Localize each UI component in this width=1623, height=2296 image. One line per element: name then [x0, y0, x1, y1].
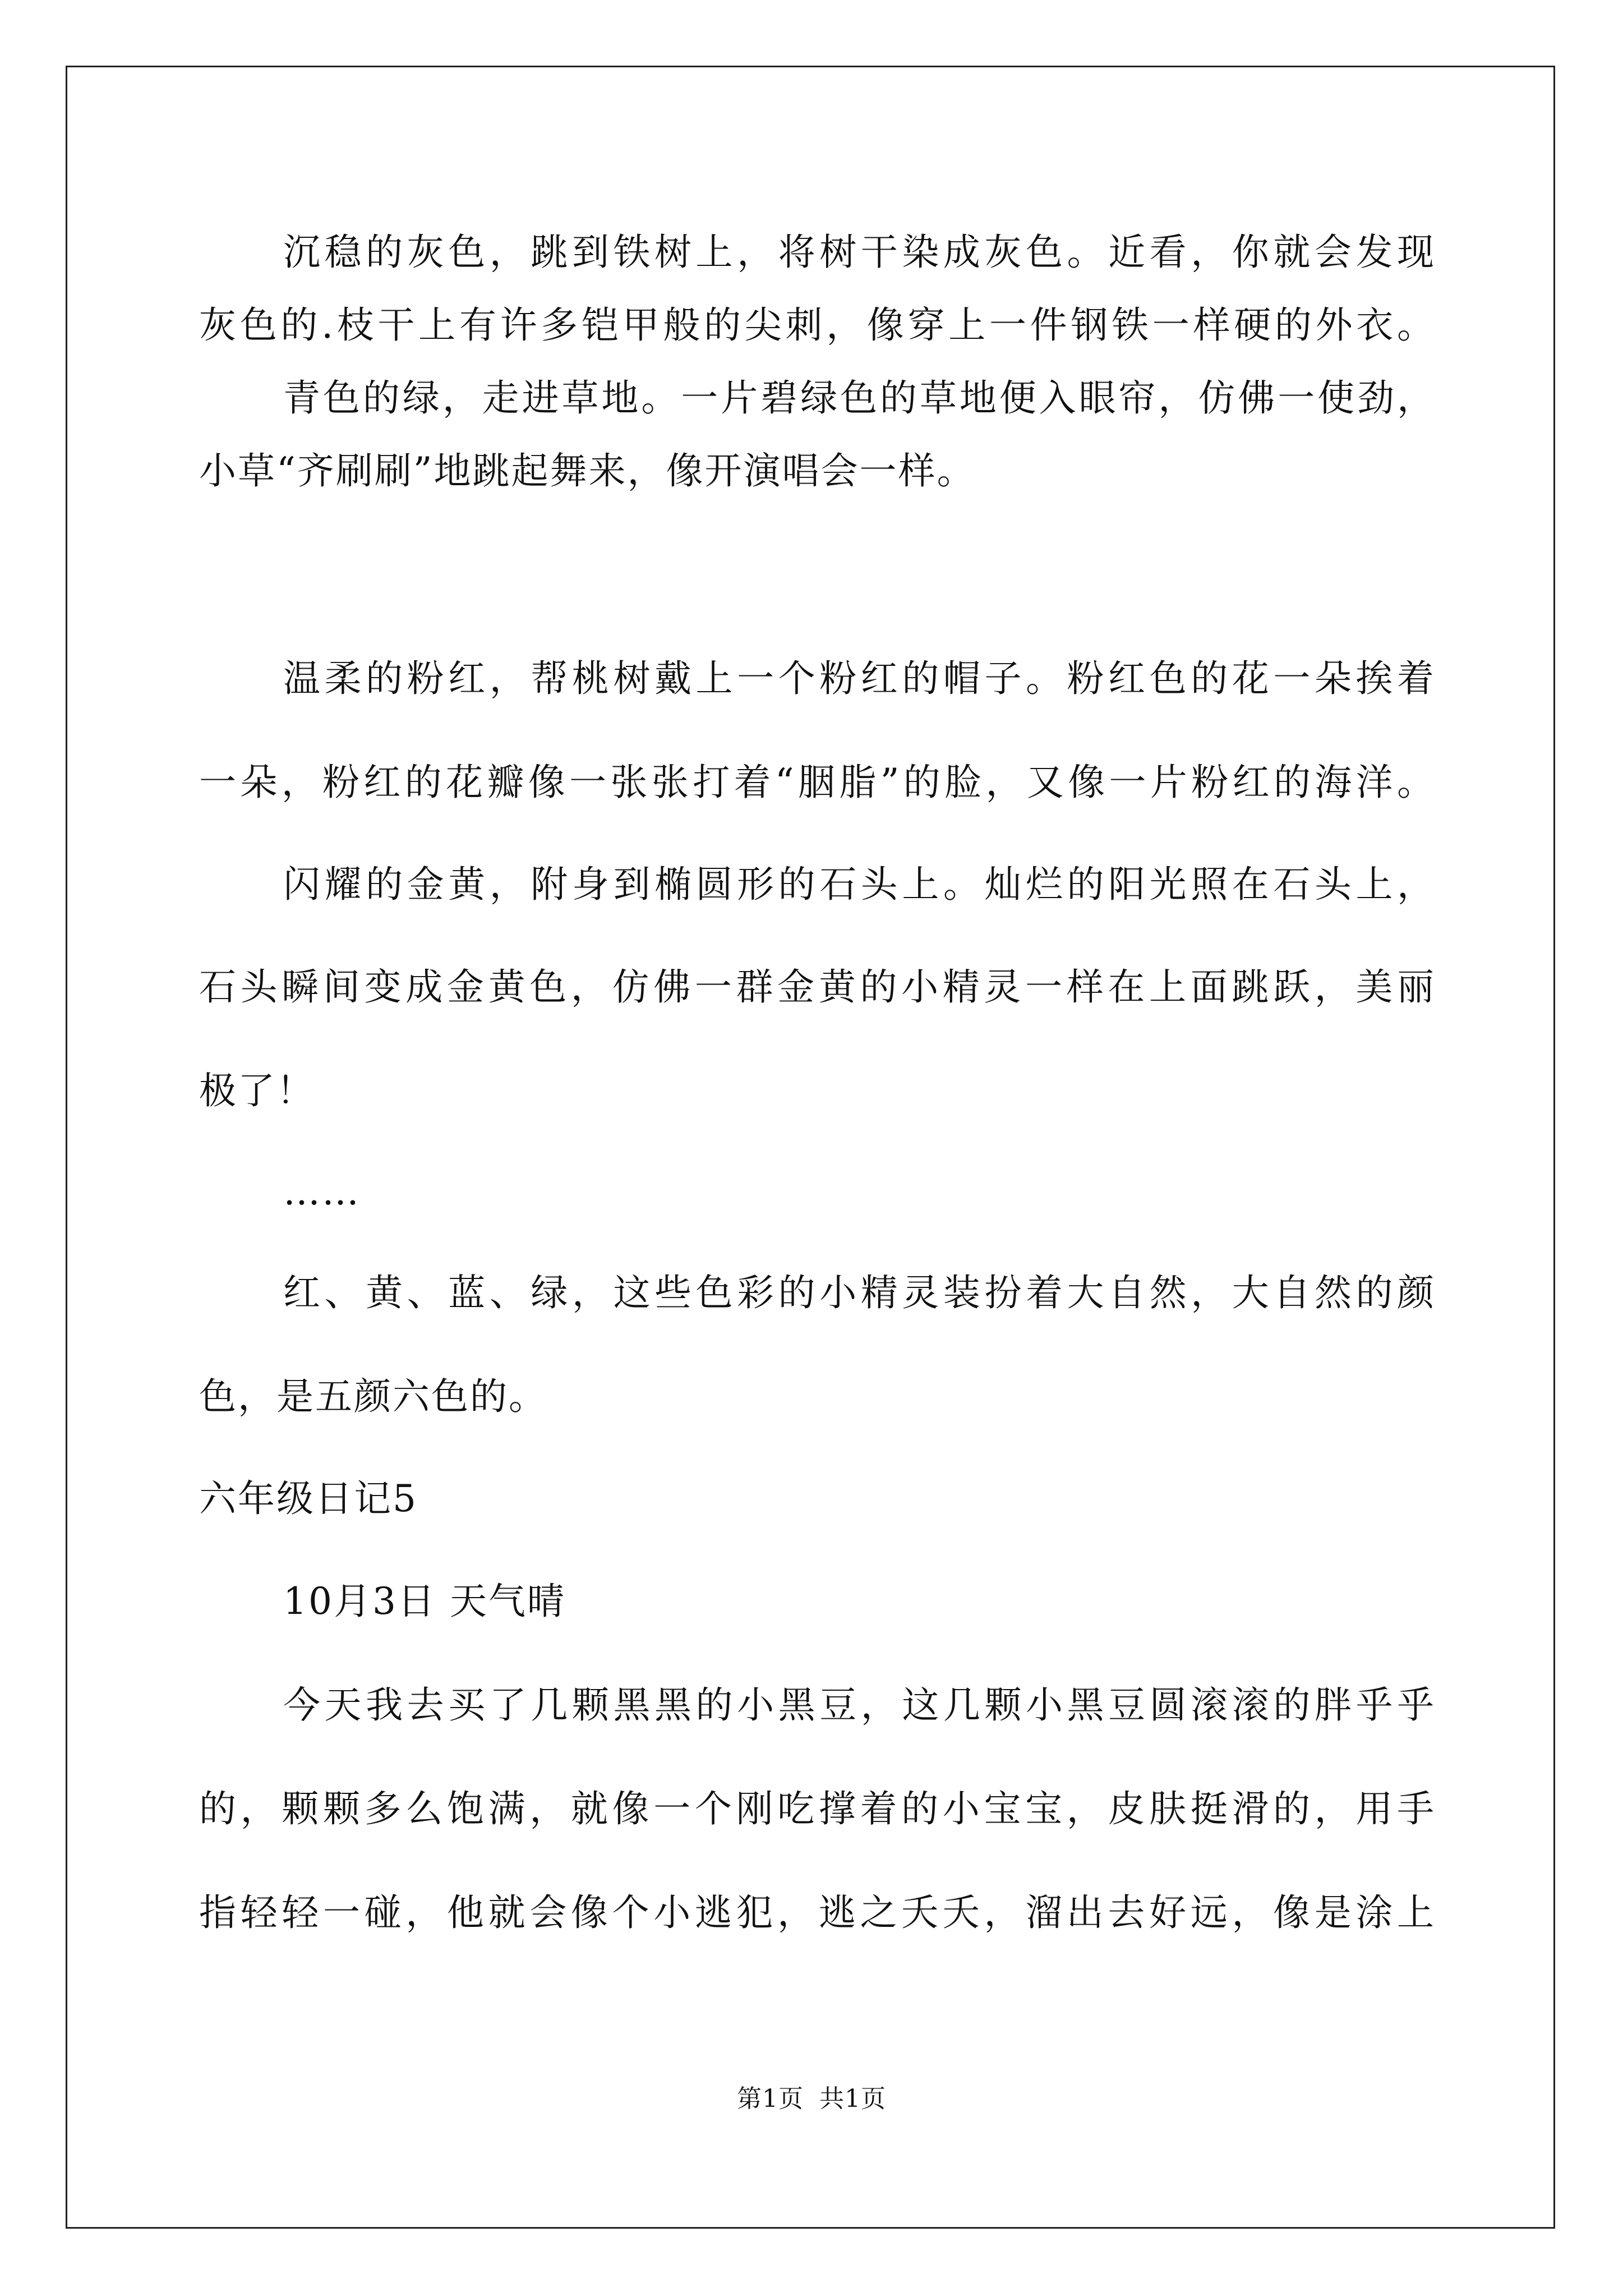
- text-line: 色，是五颜六色的。: [199, 1375, 547, 1418]
- text-line: 极了！: [199, 1069, 315, 1112]
- text-line: 闪耀的金黄，附身到椭圆形的石头上。灿烂的阳光照在石头上，: [283, 863, 1436, 906]
- text-line: 今天我去买了几颗黑黑的小黑豆，这几颗小黑豆圆滚滚的胖乎乎: [283, 1683, 1436, 1727]
- text-line: 青色的绿，走进草地。一片碧绿色的草地便入眼帘，仿佛一使劲，: [283, 376, 1436, 420]
- text-line: 灰色的.枝干上有许多铠甲般的尖刺，像穿上一件钢铁一样硬的外衣。: [199, 303, 1436, 347]
- text-line: 的，颗颗多么饱满，就像一个刚吃撑着的小宝宝，皮肤挺滑的，用手: [199, 1787, 1436, 1830]
- text-line: 石头瞬间变成金黄色，仿佛一群金黄的小精灵一样在上面跳跃，美丽: [199, 965, 1436, 1009]
- section-heading: 六年级日记5: [199, 1477, 418, 1520]
- text-line: 一朵，粉红的花瓣像一张张打着“胭脂”的脸，又像一片粉红的海洋。: [199, 761, 1436, 804]
- text-line: 指轻轻一碰，他就会像个小逃犯，逃之夭夭，溜出去好远，像是涂上: [199, 1891, 1436, 1934]
- text-line: 温柔的粉红，帮桃树戴上一个粉红的帽子。粉红色的花一朵挨着: [283, 657, 1436, 700]
- text-line: 红、黄、蓝、绿，这些色彩的小精灵装扮着大自然，大自然的颜: [283, 1271, 1436, 1314]
- text-line: 沉稳的灰色，跳到铁树上，将树干染成灰色。近看，你就会发现: [283, 231, 1436, 274]
- date-weather-line: 10月3日 天气晴: [283, 1580, 566, 1623]
- page-number: 第1页: [737, 2085, 804, 2113]
- page-footer: [0, 2082, 1623, 2116]
- page-total: 共1页: [819, 2085, 886, 2113]
- text-line: 小草“齐刷刷”地跳起舞来，像开演唱会一样。: [199, 449, 976, 493]
- ellipsis-line: ……: [283, 1170, 361, 1213]
